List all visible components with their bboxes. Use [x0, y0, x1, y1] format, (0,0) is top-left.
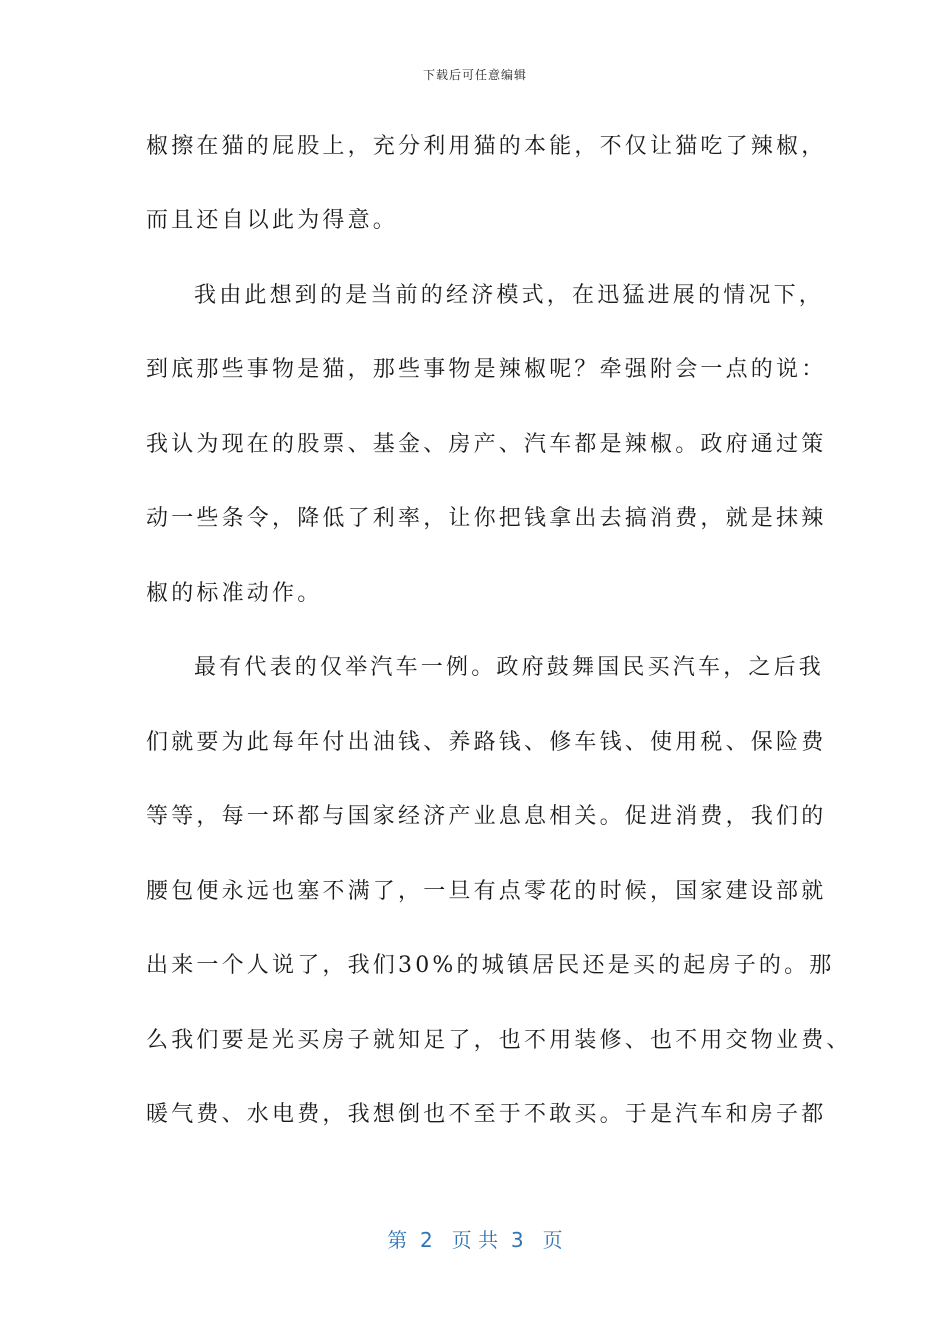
paragraph-line: 暖气费、水电费，我想倒也不至于不敢买。于是汽车和房子都	[146, 1102, 827, 1127]
paragraph-line: 椒擦在猫的屁股上，充分利用猫的本能，不仅让猫吃了辣椒，	[146, 134, 827, 159]
paragraph-line: 出来一个人说了，我们30%的城镇居民还是买的起房子的。那	[146, 953, 835, 978]
paragraph-line: 们就要为此每年付出油钱、养路钱、修车钱、使用税、保险费	[146, 730, 827, 755]
paragraph-line: 腰包便永远也塞不满了，一旦有点零花的时候，国家建设部就	[146, 879, 827, 904]
paragraph-line: 到底那些事物是猫，那些事物是辣椒呢？牵强附会一点的说：	[146, 357, 827, 382]
paragraph-line: 我由此想到的是当前的经济模式，在迅猛进展的情况下，	[194, 283, 825, 308]
paragraph-line: 动一些条令，降低了利率，让你把钱拿出去搞消费，就是抹辣	[146, 506, 827, 531]
paragraph-line: 我认为现在的股票、基金、房产、汽车都是辣椒。政府通过策	[146, 432, 827, 457]
paragraph-line: 等等，每一环都与国家经济产业息息相关。促进消费，我们的	[146, 804, 827, 829]
page-footer: 第 2 页 共 3 页	[387, 1228, 563, 1252]
paragraph-line: 么我们要是光买房子就知足了，也不用装修、也不用交物业费、	[146, 1028, 852, 1053]
paragraph-line: 最有代表的仅举汽车一例。政府鼓舞国民买汽车，之后我	[194, 655, 825, 680]
page-header: 下载后可任意编辑	[422, 68, 527, 82]
paragraph-line: 椒的标准动作。	[146, 581, 323, 606]
paragraph-line: 而且还自以此为得意。	[146, 208, 399, 233]
